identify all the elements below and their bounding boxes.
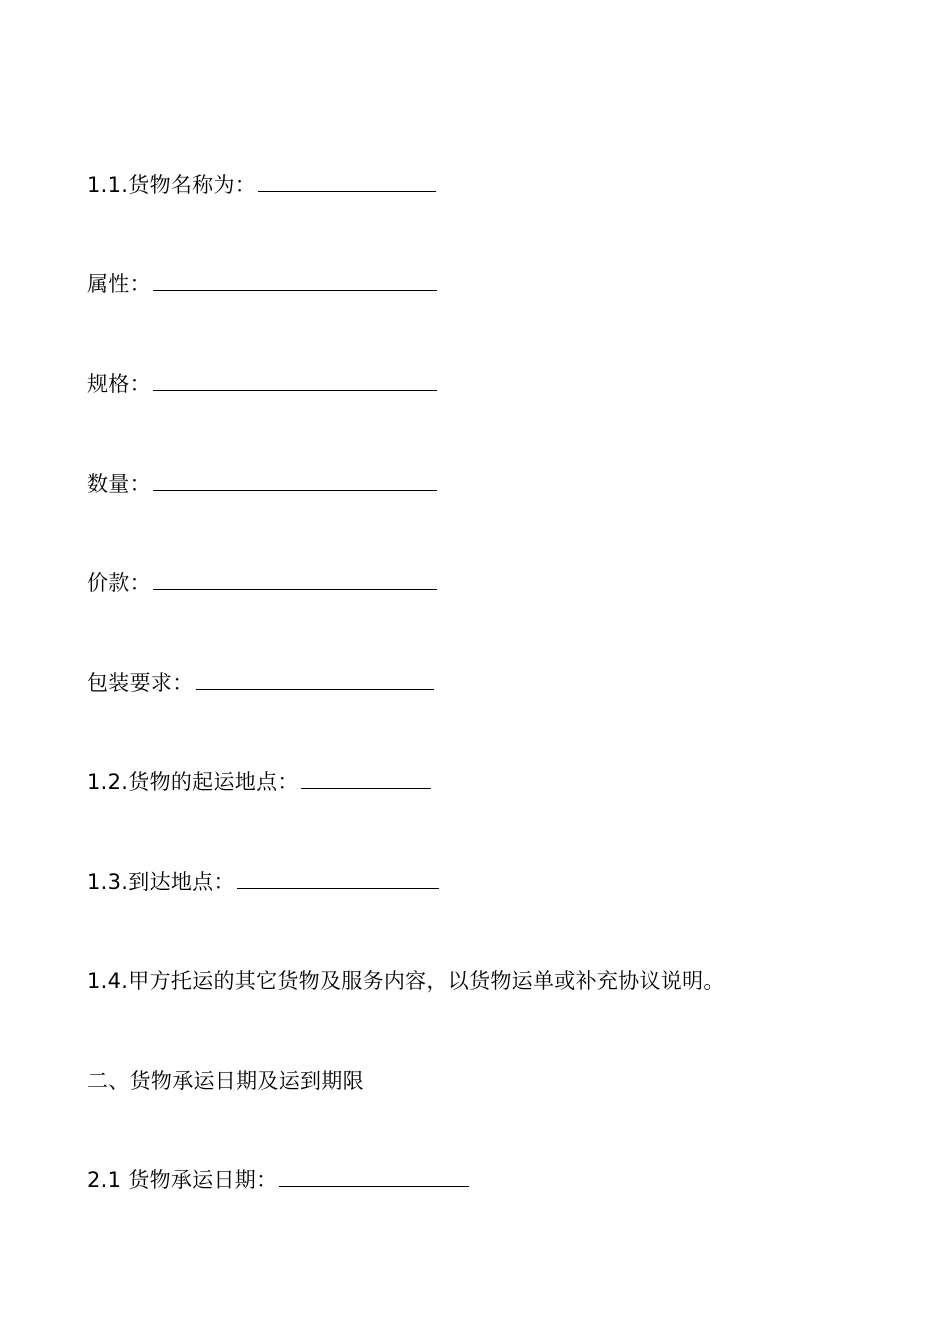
origin-line — [87, 768, 431, 796]
property-line — [87, 270, 437, 298]
specification-label: 规格： — [87, 372, 151, 396]
packaging-line — [87, 669, 434, 697]
other-goods-text: 1.4.甲方托运的其它货物及服务内容，以货物运单或补充协议说明。 — [87, 969, 725, 993]
destination-label: 1.3.到达地点： — [87, 870, 235, 894]
quantity-label: 数量： — [87, 472, 151, 496]
property-blank — [153, 272, 437, 291]
origin-blank — [301, 770, 431, 789]
carriage-date-blank — [279, 1168, 469, 1187]
specification-blank — [153, 372, 437, 391]
quantity-blank — [153, 472, 437, 491]
price-label: 价款： — [87, 571, 151, 595]
price-line — [87, 569, 437, 597]
price-blank — [153, 571, 437, 590]
property-label: 属性： — [87, 272, 151, 296]
cargo-name-line — [87, 171, 436, 199]
origin-label: 1.2.货物的起运地点： — [87, 770, 299, 794]
destination-line — [87, 868, 439, 896]
other-goods-line — [87, 967, 725, 995]
section-two-title: 二、货物承运日期及运到期限 — [87, 1069, 364, 1093]
packaging-blank — [196, 671, 434, 690]
section-two-heading — [87, 1067, 364, 1095]
destination-blank — [237, 870, 439, 889]
carriage-date-line — [87, 1166, 469, 1194]
cargo-name-label: 1.1.货物名称为： — [87, 173, 257, 197]
specification-line — [87, 370, 437, 398]
cargo-name-blank — [258, 173, 436, 192]
carriage-date-label: 2.1 货物承运日期： — [87, 1168, 278, 1192]
quantity-line — [87, 470, 437, 498]
packaging-label: 包装要求： — [87, 671, 194, 695]
